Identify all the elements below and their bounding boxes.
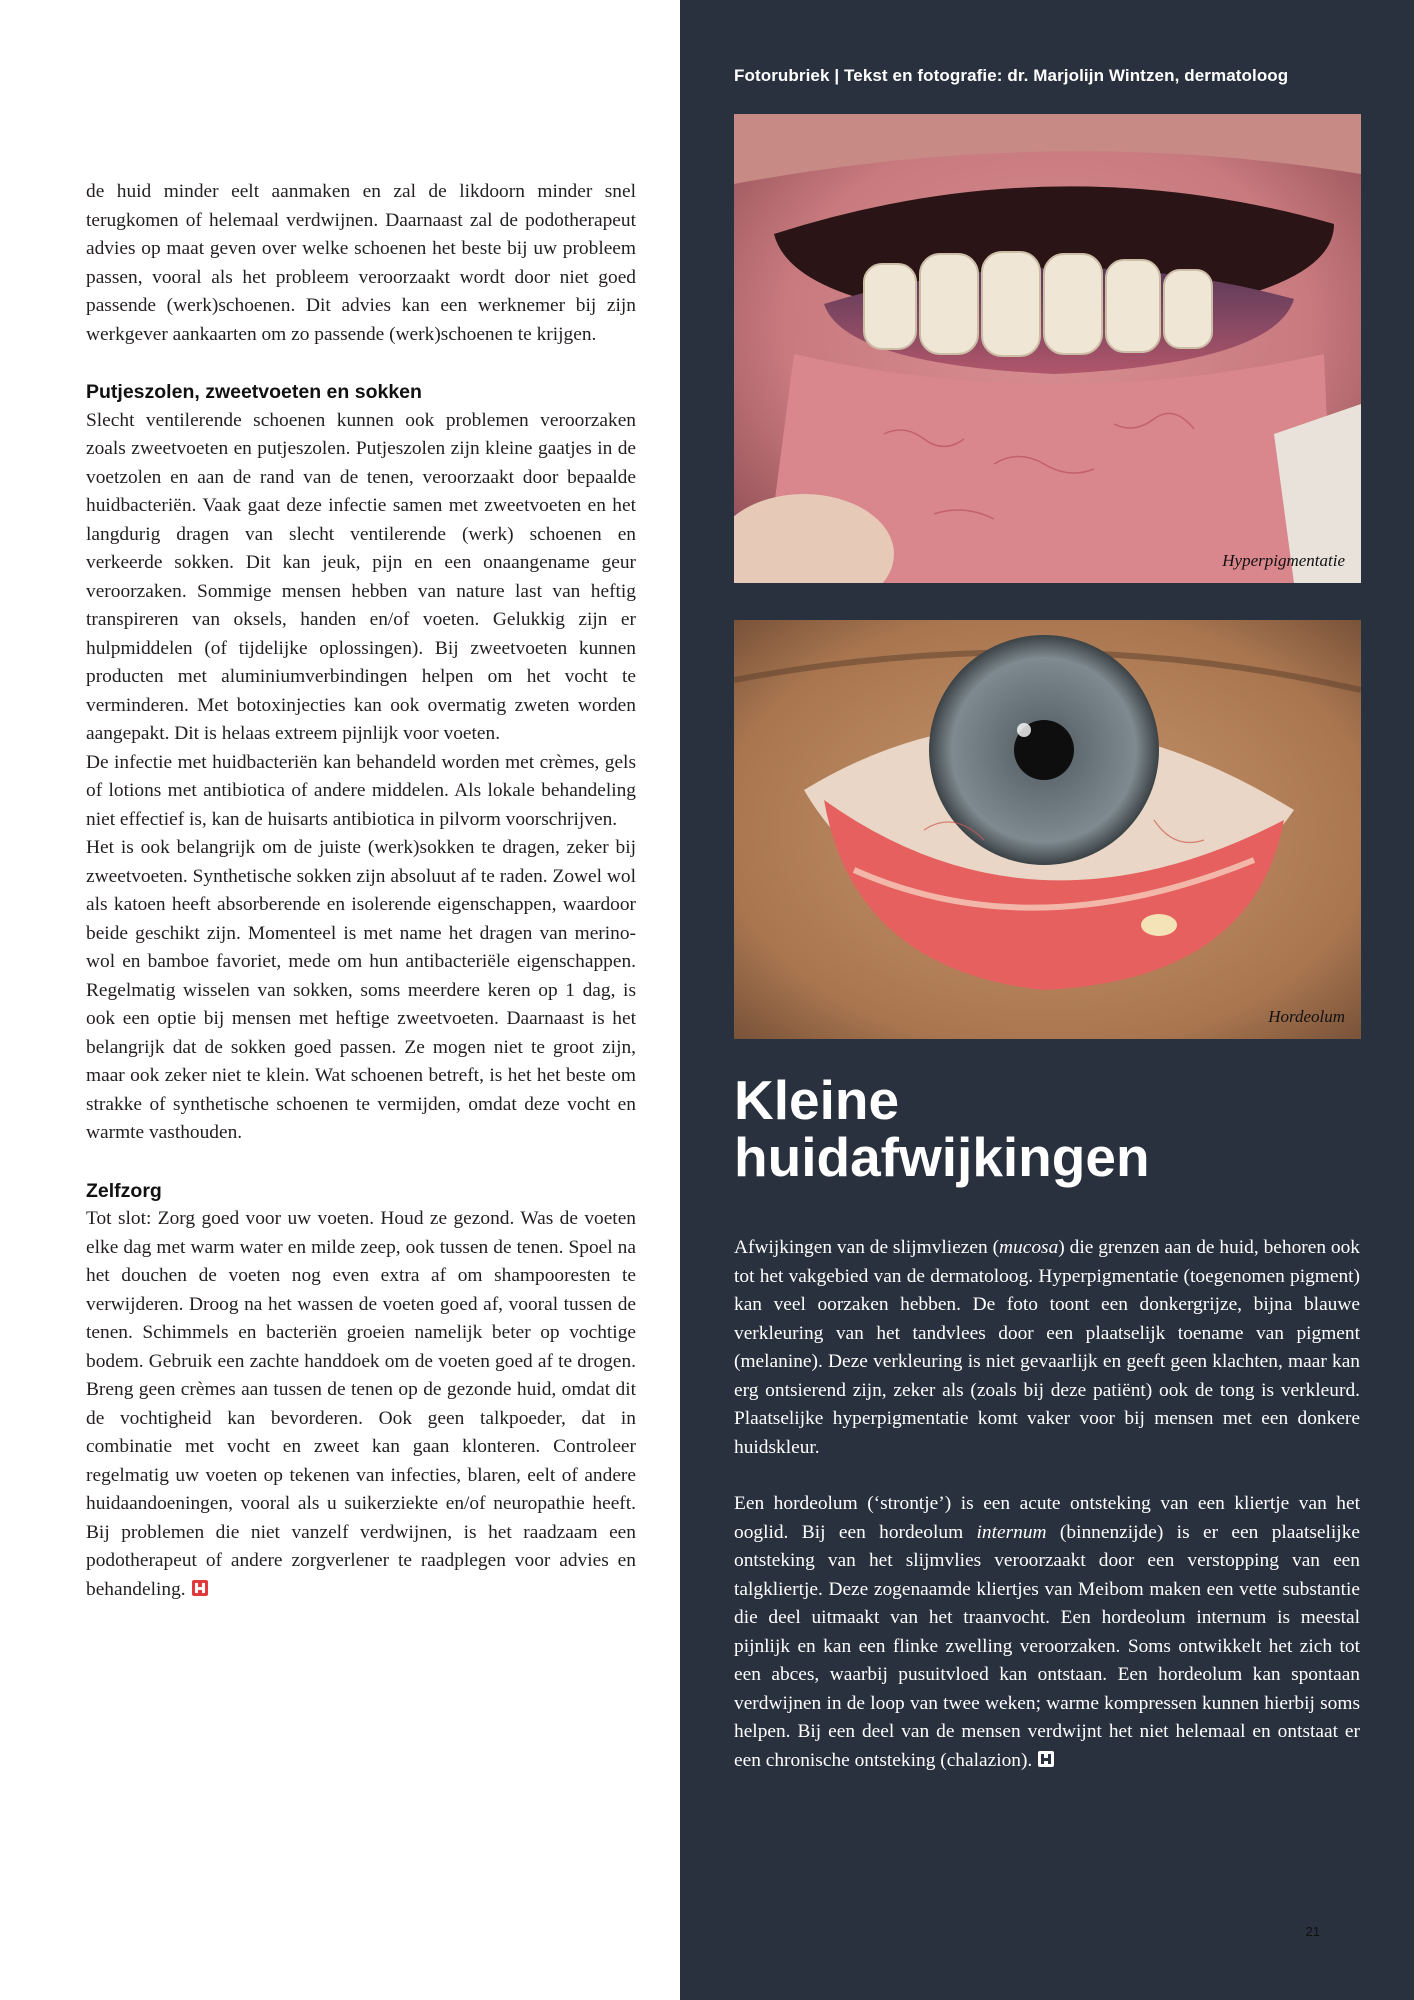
paragraph-hordeolum (734, 1490, 1360, 1775)
paragraph-hyperpigmentation (734, 1234, 1360, 1462)
intro-paragraph: de huid minder eelt aanmaken en zal de likdoorn minder snel terugkomen of helemaal verdwijnen. Daarnaast zal de podotherapeut advies op maat geven over welke schoenen het beste bij uw probleem passen, vooral als het probleem veroorzaakt wordt door niet goed passende (werk)schoenen. Dit advies kan een werknemer bij zijn werkgever aankaarten om zo passende (werk)schoenen te krijgen. (86, 181, 636, 345)
paragraph-sweaty-feet-2: De infectie met huidbacteriën kan behandeld worden met crèmes, gels of lotions met antibiotica of andere middelen. Als lokale behandeling niet effectief is, kan de huisarts antibiotica in pilvorm voorschrijven. (86, 751, 636, 830)
p1-text-b: ) die grenzen aan de huid, behoren ook tot het vakgebied van de dermatoloog. Hyperpigmentatie (toegenomen pigment) kan veel oorzaken hebben. De foto toont een donkergrijze, bijna blauwe verkleuring van het tandvlees door een plaatselijk toename van pigment (melanine). Deze verkleuring is niet gevaarlijk en geeft geen klachten, maar kan erg ontsierend zijn, zeker als (zoals bij deze patiënt) ook de tong is verkleurd. Plaatselijke hyperpigmentatie komt vaker voor bij mensen met een donkere huidskleur. (734, 1237, 1360, 1458)
title-line-2: huidafwijkingen (734, 1126, 1150, 1188)
section-heading-self-care: Zelfzorg (86, 1179, 162, 1202)
eye-photo-illustration (734, 620, 1361, 1039)
h-logo-icon (192, 1580, 208, 1596)
byline: Fotorubriek | Tekst en fotografie: dr. Marjolijn Wintzen, dermatoloog (734, 66, 1289, 85)
caption-hordeolum: Hordeolum (1268, 1007, 1345, 1026)
self-care-text: Tot slot: Zorg goed voor uw voeten. Houd ze gezond. Was de voeten elke dag met warm water en milde zeep, ook tussen de tenen. Spoel na het douchen de voeten nog even extra af om shampooresten te verwijderen. Droog na het wassen de voeten goed af, vooral tussen de tenen. Schimmels en bacteriën groeien namelijk beter op vochtige bodem. Gebruik een zachte handdoek om de voeten goed af te drogen. Breng geen crèmes aan tussen de tenen op de gezonde huid, omdat dit de vochtigheid kan bevorderen. Ook geen talkpoeder, dat in combinatie met vocht en zweet kan gaan klonteren. Controleer regelmatig uw voeten op tekenen van infecties, blaren, eelt of andere huidaandoeningen, vooral als u suikerziekte en/of neuropathie heeft. Bij problemen die niet vanzelf verdwijnen, is het raadzaam een podotherapeut of andere zorgverlener te raadplegen voor advies en behandeling. (86, 1208, 636, 1600)
title-line-1: Kleine (734, 1069, 900, 1131)
paragraph-sweaty-feet-3: Het is ook belangrijk om de juiste (werk)sokken te dragen, zeker bij zweetvoeten. Synthetische sokken zijn absoluut af te raden. Zowel wol als katoen heeft absorberende en isolerende eigenschappen, waardoor beide geschikt zijn. Momenteel is met name het dragen van merino-wol en bamboe favoriet, mede om hun antibacteriële eigenschappen. Regelmatig wisselen van sokken, soms meerdere keren op 1 dag, is ook een optie bij mensen met heftige zweetvoeten. Daarnaast is het belangrijk dat de sokken goed passen. Ze mogen niet te groot zijn, maar ook zeker niet te klein. Wat schoenen betreft, is het het beste om strakke of synthetische schoenen te vermijden, omdat deze vocht en warmte vasthouden. (86, 837, 636, 1143)
p2-emphasis: internum (976, 1521, 1047, 1543)
p1-text-a: Afwijkingen van de slijmvliezen ( (734, 1237, 1000, 1258)
p2-text-b: (binnenzijde) is er een plaatselijke ontsteking van het slijmvlies veroorzaakt door een verstopping van een talgkliertje. Deze zogenaamde kliertjes van Meibom maken een vette substantie die deel uitmaakt van het traanvocht. Een hordeolum internum is meestal pijnlijk en kan een flinke zwelling veroorzaken. Soms ontwikkelt het zich tot een abces, waarbij pusuitvloed kan ontstaan. Een hordeolum kan spontaan verdwijnen in de loop van twee weken; warme kompressen kunnen hierbij soms helpen. Bij een deel van de mensen verdwijnt het niet helemaal en ontstaat er een chronische ontsteking (chalazion). (734, 1521, 1360, 1771)
article-body (734, 1234, 1360, 1775)
paragraph-self-care (86, 1205, 636, 1604)
p1-emphasis: mucosa (999, 1237, 1059, 1258)
photo-feature-panel (680, 0, 1414, 2000)
p2-text-a: Een hordeolum (‘strontje’) is een acute ontsteking van een kliertje van het ooglid. Bij een hordeolum (734, 1493, 1360, 1543)
mouth-photo-illustration (734, 114, 1361, 583)
paragraph-sweaty-feet-1: Slecht ventilerende schoenen kunnen ook problemen veroorzaken zoals zweetvoeten en putjeszolen. Putjeszolen zijn kleine gaatjes in de voetzolen en aan de rand van de tenen, veroorzaakt door bepaalde huidbacteriën. Vaak gaat deze infectie samen met zweetvoeten en het langdurig dragen van slecht ventilerende (werk) schoenen en verkeerde sokken. Dit kan jeuk, pijn en een onaangename geur veroorzaken. Sommige mensen hebben van nature last van heftig transpireren van oksels, handen en/of voeten. Gelukkig zijn er hulpmiddelen (of tijdelijke oplossingen). Bij zweetvoeten kunnen producten met aluminiumverbindingen helpen om het vocht te verminderen. Met botoxinjecties kan ook overmatig zweten worden aangepakt. Dit is helaas extreem pijnlijk voor voeten. (86, 409, 636, 744)
photo-hordeolum (734, 620, 1361, 1039)
page-number: 21 (1305, 1924, 1320, 1939)
article-title (734, 1069, 1374, 1188)
photo-hyperpigmentation (734, 114, 1361, 583)
caption-hyperpigmentation: Hyperpigmentatie (1222, 551, 1345, 570)
left-column (86, 178, 636, 1604)
section-heading-sweaty-feet: Putjeszolen, zweetvoeten en sokken (86, 381, 422, 403)
h-logo-icon (1038, 1751, 1054, 1767)
